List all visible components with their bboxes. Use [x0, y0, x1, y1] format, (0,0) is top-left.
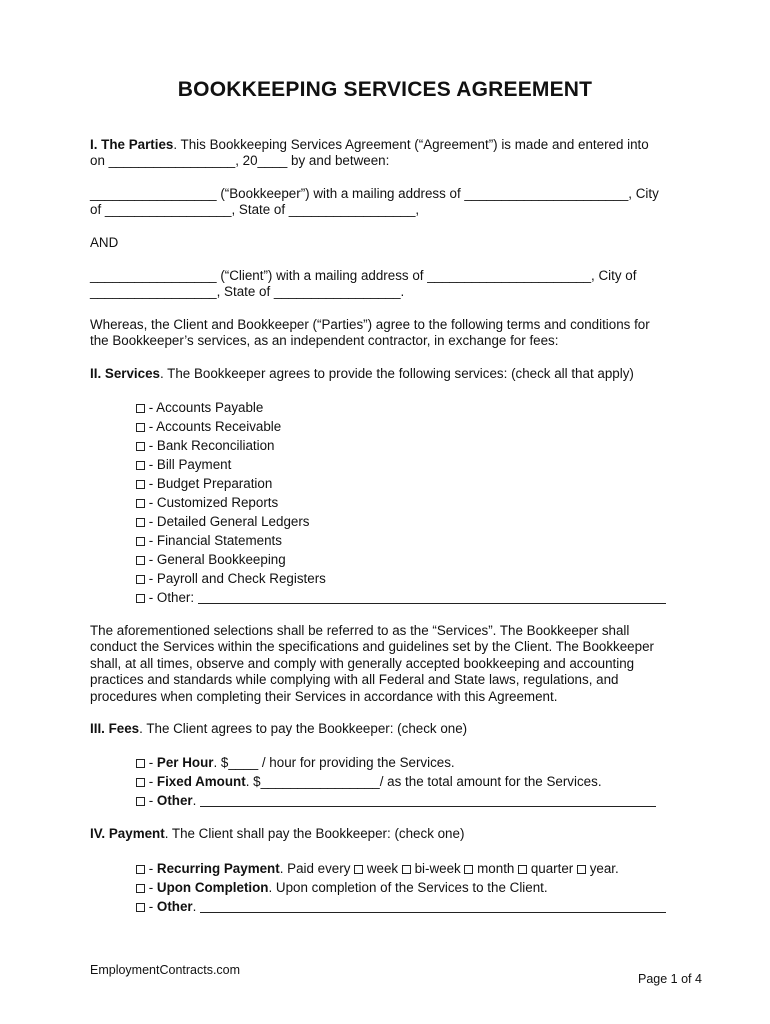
services-description — [90, 623, 690, 705]
whereas-line1: Whereas, the Client and Bookkeeper (“Parties”) agree to the following terms and conditions for — [90, 317, 650, 332]
bookkeeper-block — [90, 186, 690, 219]
service-label: - Budget Preparation — [145, 476, 273, 491]
quarter-label: quarter — [527, 861, 577, 876]
fee-other-field[interactable] — [200, 793, 656, 807]
document-title: BOOKKEEPING SERVICES AGREEMENT — [177, 78, 593, 101]
client-line1: _________________ (“Client”) with a mailing address of ______________________, City of — [90, 268, 637, 283]
fee-option-per-hour[interactable]: - Per Hour. $____ / hour for providing the Services. — [136, 753, 455, 772]
whereas-line2: the Bookkeeper’s services, as an independent contractor, in exchange for fees: — [90, 333, 559, 349]
services-after-line4: practices and standards while complying with all Federal and State laws, regulations, and — [90, 672, 619, 688]
payment-option-recurring[interactable]: - Recurring Payment. Paid every week bi-week month quarter year. — [136, 859, 619, 878]
checkbox[interactable] — [136, 480, 145, 489]
checkbox[interactable] — [136, 884, 145, 893]
client-line2: _________________, State of _________________. — [90, 284, 405, 300]
bookkeeper-line2: of _________________, State of _________________, — [90, 202, 420, 218]
list-item[interactable] — [136, 588, 666, 607]
payment-intro: . The Client shall pay the Bookkeeper: (check one) — [164, 826, 465, 841]
list-item[interactable] — [136, 569, 326, 588]
checkbox[interactable] — [136, 499, 145, 508]
biweek-label: bi-week — [410, 861, 465, 876]
completion-text: . Upon completion of the Services to the Client. — [268, 880, 548, 895]
fees-heading-line — [90, 721, 690, 737]
parties-line2: on _________________, 20____ by and between: — [90, 153, 390, 169]
whereas-block — [90, 317, 690, 350]
services-after-line3: shall, at all times, observe and comply with generally accepted bookkeeping and accounting — [90, 655, 635, 671]
list-item[interactable] — [136, 474, 272, 493]
list-item[interactable] — [136, 398, 263, 417]
client-block — [90, 268, 690, 301]
services-after-line2: conduct the Services within the specifications and guidelines set by the Client. The Bookkeeper — [90, 639, 654, 655]
other-service-field[interactable] — [198, 590, 666, 604]
payment-option-other[interactable]: - Other. — [136, 897, 666, 916]
and-label: AND — [90, 235, 119, 250]
list-item[interactable] — [136, 436, 275, 455]
checkbox-biweek[interactable] — [402, 865, 411, 874]
list-item[interactable] — [136, 417, 281, 436]
list-item[interactable] — [136, 531, 282, 550]
fee-other-text: . — [192, 793, 201, 808]
fee-option-fixed[interactable]: - Fixed Amount. $________________/ as the total amount for the Services. — [136, 772, 602, 791]
per-hour-label: Per Hour — [156, 755, 214, 770]
service-label: - Other: — [145, 590, 198, 605]
checkbox[interactable] — [136, 903, 145, 912]
services-heading-line — [90, 366, 690, 382]
checkbox[interactable] — [136, 423, 145, 432]
recurring-text: . Paid every — [279, 861, 355, 876]
list-item[interactable] — [136, 493, 278, 512]
parties-heading: I. The Parties — [90, 137, 174, 152]
week-label: week — [363, 861, 402, 876]
checkbox[interactable] — [136, 778, 145, 787]
checkbox[interactable] — [136, 759, 145, 768]
service-label: - Bank Reconciliation — [145, 438, 275, 453]
checkbox[interactable] — [136, 518, 145, 527]
services-heading: II. Services — [90, 366, 160, 381]
and-text — [90, 235, 690, 251]
checkbox[interactable] — [136, 797, 145, 806]
month-label: month — [473, 861, 519, 876]
checkbox[interactable] — [136, 442, 145, 451]
checkbox[interactable] — [136, 404, 145, 413]
payment-option-completion[interactable]: - Upon Completion. Upon completion of the Services to the Client. — [136, 878, 548, 897]
checkbox[interactable] — [136, 594, 145, 603]
checkbox[interactable] — [136, 865, 145, 874]
checkbox[interactable] — [136, 556, 145, 565]
payment-other-field[interactable] — [200, 899, 666, 913]
completion-label: Upon Completion — [156, 880, 269, 895]
service-label: - General Bookkeeping — [145, 552, 286, 567]
payment-heading: IV. Payment — [90, 826, 165, 841]
page-number: Page 1 of 4 — [638, 972, 702, 986]
fixed-amount-text: . $________________/ as the total amount for the Services. — [245, 774, 602, 789]
footer-source: EmploymentContracts.com — [90, 963, 241, 977]
checkbox[interactable] — [136, 537, 145, 546]
per-hour-text: . $____ / hour for providing the Services. — [213, 755, 455, 770]
checkbox[interactable] — [136, 461, 145, 470]
checkbox-week[interactable] — [354, 865, 363, 874]
recurring-label: Recurring Payment — [156, 861, 280, 876]
service-label: - Accounts Payable — [145, 400, 264, 415]
services-after-line5: procedures when completing their Services in accordance with this Agreement. — [90, 688, 558, 704]
parties-section — [90, 137, 690, 170]
checkbox[interactable] — [136, 575, 145, 584]
list-item[interactable] — [136, 455, 231, 474]
payment-heading-line — [90, 826, 690, 842]
parties-line1: . This Bookkeeping Services Agreement (“Agreement”) is made and entered into — [173, 137, 649, 152]
checkbox-quarter[interactable] — [518, 865, 527, 874]
services-intro: . The Bookkeeper agrees to provide the following services: (check all that apply) — [159, 366, 634, 381]
year-label: year. — [585, 861, 619, 876]
fixed-amount-label: Fixed Amount — [156, 774, 246, 789]
fee-other-label: Other — [156, 793, 193, 808]
service-label: - Financial Statements — [145, 533, 282, 548]
service-label: - Detailed General Ledgers — [145, 514, 310, 529]
fee-option-other[interactable]: - Other. — [136, 791, 656, 810]
fees-heading: III. Fees — [90, 721, 140, 736]
checkbox-year[interactable] — [577, 865, 586, 874]
service-label: - Payroll and Check Registers — [145, 571, 326, 586]
service-label: - Accounts Receivable — [145, 419, 282, 434]
service-label: - Bill Payment — [145, 457, 232, 472]
payment-other-text: . — [192, 899, 201, 914]
list-item[interactable] — [136, 550, 286, 569]
bookkeeper-line1: _________________ (“Bookkeeper”) with a mailing address of ______________________, City — [90, 186, 659, 201]
fees-intro: . The Client agrees to pay the Bookkeeper: (check one) — [139, 721, 468, 736]
payment-other-label: Other — [156, 899, 193, 914]
services-after-line1: The aforementioned selections shall be referred to as the “Services”. The Bookkeeper shall — [90, 623, 630, 638]
service-label: - Customized Reports — [145, 495, 279, 510]
list-item[interactable] — [136, 512, 310, 531]
